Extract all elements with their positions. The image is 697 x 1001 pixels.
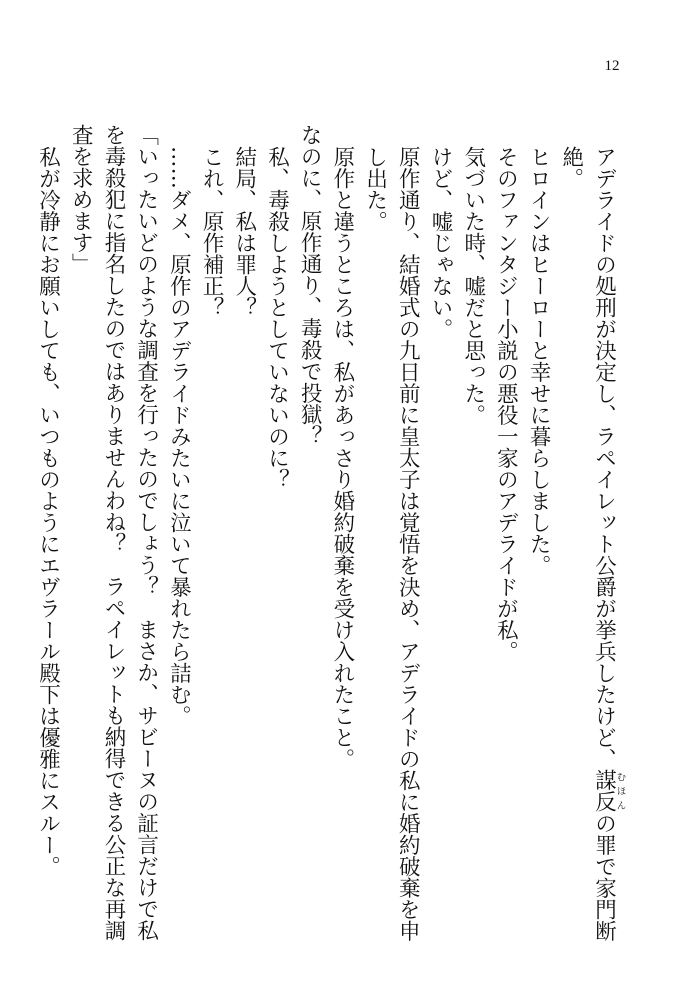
page-number: 12 xyxy=(604,58,620,74)
novel-body-text xyxy=(31,124,625,954)
paragraph-3: そのファンタジー小説の悪役一家のアデライドが私。 xyxy=(493,145,519,662)
paragraph-1 xyxy=(554,124,625,954)
paragraph-2: ヒロインはヒーローと幸せに暮らしました。 xyxy=(526,145,552,576)
paragraph-4: 気づいた時、嘘だと思った。 xyxy=(460,145,486,425)
paragraph-9: 私、毒殺しようとしていないのに？ xyxy=(264,145,290,490)
paragraph-6: 原作通り、結婚式の九日前に皇太子は覚悟を決め、アデライドの私に婚約破棄を申し出た。 xyxy=(362,145,421,941)
paragraph-7: 原作と違うところは、私があっさり婚約破棄を受け入れたこと。 xyxy=(329,145,355,769)
paragraph-10: 結局、私は罪人？ xyxy=(231,145,257,318)
paragraph-1-before: アデライドの処刑が決定し、ラペイレット公爵が挙兵したけど、 xyxy=(591,145,617,769)
paragraph-5: けど、嘘じゃない。 xyxy=(427,145,453,339)
paragraph-11: これ、原作補正？ xyxy=(199,145,225,318)
ruby-base: 謀反 xyxy=(591,769,617,812)
ruby-reading: むほん xyxy=(614,769,626,812)
ruby-muhon xyxy=(591,769,626,812)
paragraph-8: なのに、原作通り、毒殺で投獄？ xyxy=(297,124,323,447)
paragraph-1-after: の罪で家門断絶。 xyxy=(558,145,617,941)
paragraph-13-dialogue: 「いったいどのような調査を行ったのでしょう？ まさか、サビーヌの証言だけで私を毒殺犯に指名したのではありませんわね？ ラペイレットも納得できる公正な再調査を求めます」 xyxy=(68,124,159,941)
paragraph-12: ……ダメ、原作のアデライドみたいに泣いて暴れたら詰む。 xyxy=(166,145,192,726)
paragraph-14: 私が冷静にお願いしても、いつものようにエヴラール殿下は優雅にスルー。 xyxy=(35,145,61,877)
